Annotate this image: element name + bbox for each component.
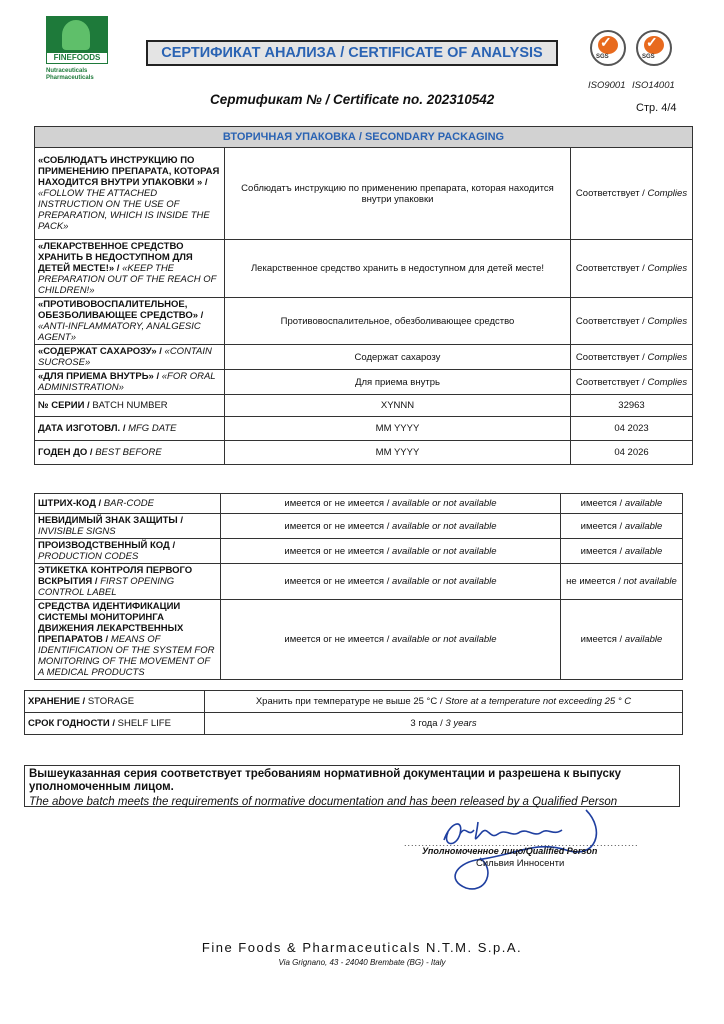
sgs-iso14001-badge: ✓ SGS [636, 30, 672, 66]
table-row: НЕВИДИМЫЙ ЗНАК ЗАЩИТЫ / INVISIBLE SIGNS имеется ог не имеется / available or not available имеется / available [35, 514, 683, 539]
codes-table [34, 493, 683, 680]
storage-row: ХРАНЕНИЕ / STORAGE Хранить при температуре не выше 25 °C / Store at a temperature not exceeding 25 ° C [25, 691, 683, 713]
table-row: «ПРОТИВОВОСПАЛИТЕЛЬНОЕ, ОБЕЗБОЛИВАЮЩЕЕ СРЕДСТВО» / «ANTI-INFLAMMATORY, ANALGESIC AGENT» Противовоспалительное, обезболивающее средство Соответствует / Complies [35, 298, 693, 345]
table-row: «СОДЕРЖАТ САХАРОЗУ» / «CONTAIN SUCROSE» Содержат сахарозу Соответствует / Complies [35, 345, 693, 370]
table-row: ШТРИХ-КОД / BAR-CODE имеется ог не имеется / available or not available имеется / available [35, 494, 683, 514]
table-row: «ЛЕКАРСТВЕННОЕ СРЕДСТВО ХРАНИТЬ В НЕДОСТУПНОМ ДЛЯ ДЕТЕЙ МЕСТЕ!» / «KEEP THE PREPARATION OUT OF THE REACH OF CHILDREN!» Лекарственное средство хранить в недоступном для детей месте! Соответствует / Complies [35, 240, 693, 298]
table-row: ЭТИКЕТКА КОНТРОЛЯ ПЕРВОГО ВСКРЫТИЯ / FIRST OPENING CONTROL LABEL имеется ог не имеется / available or not available не имеется / not available [35, 564, 683, 600]
qualified-person-label: Уполномоченное лицо/Qualified Person [422, 846, 598, 856]
table-row: «ДЛЯ ПРИЕМА ВНУТРЬ» / «FOR ORAL ADMINISTRATION» Для приема внутрь Соответствует / Complies [35, 370, 693, 395]
iso9001-label: ISO9001 [588, 80, 626, 91]
best-before-row: ГОДЕН ДО / BEST BEFORE MM YYYY 04 2026 [35, 441, 693, 465]
company-name: Fine Foods & Pharmaceuticals N.T.M. S.p.A. [201, 940, 523, 955]
table-row: ПРОИЗВОДСТВЕННЫЙ КОД / PRODUCTION CODES имеется ог не имеется / available or not available имеется / available [35, 539, 683, 564]
sgs-iso9001-badge: ✓ SGS [590, 30, 626, 66]
certificate-number: Сертификат № / Certificate no. 202310542 [210, 92, 495, 107]
shelf-life-row: СРОК ГОДНОСТИ / SHELF LIFE 3 года / 3 years [25, 713, 683, 735]
company-address: Via Grignano, 43 - 24040 Brembate (BG) - Italy [278, 958, 446, 967]
mfg-date-row: ДАТА ИЗГОТОВЛ. / MFG DATE MM YYYY 04 2023 [35, 417, 693, 441]
logo-sub-2: Pharmaceuticals [46, 75, 94, 81]
statement-en: The above batch meets the requirements of normative documentation and has been released by a Qualified Person [29, 796, 618, 808]
table-row: «СОБЛЮДАТЪ ИНСТРУКЦИЮ ПО ПРИМЕНЕНИЮ ПРЕПАРАТА, КОТОРАЯ НАХОДИТСЯ ВНУТРИ УПАКОВКИ » / «FOLLOW THE ATTACHED INSTRUCTION ON THE USE OF PREPARATION, WHICH IS INSIDE THE PACK» Соблюдатъ инструкцию по применению препарата, которая находится внутри упаковки Соответствует / Complies [35, 148, 693, 240]
section-title: ВТОРИЧНАЯ УПАКОВКА / SECONDARY PACKAGING [35, 127, 693, 148]
document-title: СЕРТИФИКАТ АНАЛИЗА / CERTIFICATE OF ANALYSIS [161, 45, 543, 61]
qualified-person-name: Сильвия Инносенти [476, 858, 565, 869]
document-title-box [146, 40, 558, 66]
page-number: Стр. 4/4 [636, 102, 677, 114]
secondary-packaging-table [34, 126, 693, 465]
statement-ru: Вышеуказанная серия соответствует требованиям нормативной документации и разрешена к выпуску уполномоченным лицом. [29, 768, 622, 793]
signature-line: ................................................................... [404, 838, 639, 848]
table-row: СРЕДСТВА ИДЕНТИФИКАЦИИ СИСТЕМЫ МОНИТОРИНГА ДВИЖЕНИЯ ЛЕКАРСТВЕННЫХ ПРЕПАРАТОВ / MEANS OF IDENTIFICATION OF THE SYSTEM FOR MONITORING OF THE MOVEMENT OF A MEDICAL PRODUCTS имеется ог не имеется / available or not available имеется / available [35, 600, 683, 680]
company-logo [46, 16, 110, 82]
iso14001-label: ISO14001 [632, 80, 675, 91]
batch-row: № СЕРИИ / BATCH NUMBER XYNNN 32963 [35, 395, 693, 417]
logo-text: FINEFOODS [46, 52, 108, 64]
storage-table [24, 690, 683, 735]
logo-sub-1: Nutraceuticals [46, 68, 88, 74]
